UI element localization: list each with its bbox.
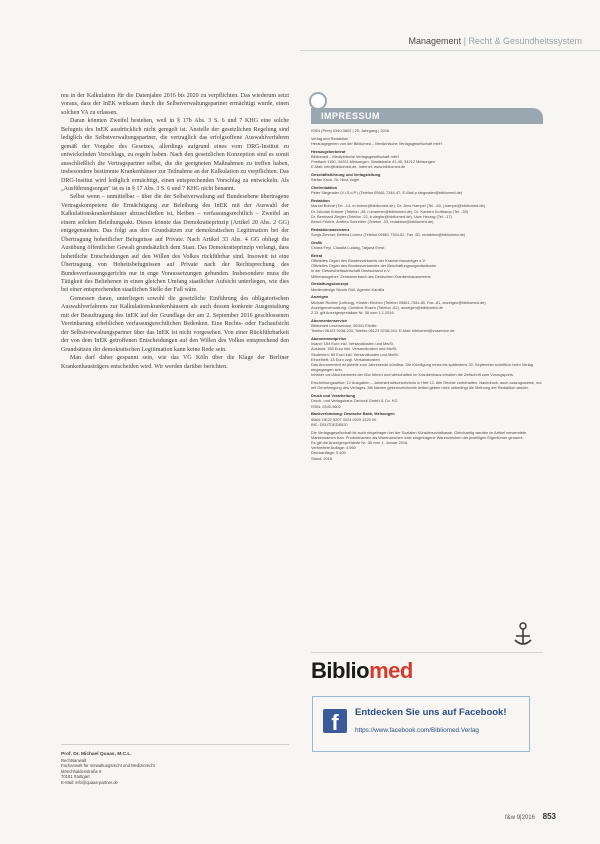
- imprint-block-heading: Anzeigen: [311, 294, 329, 300]
- author-line: Fachanwalt für Verwaltungsrecht und Medizinrecht: [61, 763, 155, 769]
- imprint-block-heading: Druck und Verarbeitung: [311, 393, 356, 399]
- imprint-line: Anzeigenverwaltung: Christine Rosen (Telefon -82), anzeigen@bibliomed.de: [311, 304, 443, 310]
- imprint-line: Einzelheft: 13 Euro zzgl. Versandkosten: [311, 356, 380, 362]
- imprint-block: [311, 380, 543, 390]
- imprint-block-heading: Redaktionsassistenz: [311, 226, 350, 232]
- author-line: 70191 Stuttgart: [61, 774, 90, 780]
- divider: [61, 744, 289, 745]
- imprint-line: Stefan Koch, Dr. Nina Vogel: [311, 177, 360, 183]
- imprint-line: Marcel Bohne (Tel. -14, m.bohne@bibliomed.de), Dr. Jens Hampel (Tel. -63, j.hampel@bibliomed.de): [311, 203, 485, 209]
- publisher-emblem-icon: [510, 620, 536, 648]
- imprint-line: ISSN: 0340-3602: [311, 403, 341, 409]
- imprint-line: Chiara Feyl, Claudia Ludwig, Tatjana Ernst: [311, 245, 385, 251]
- imprint-block: [311, 318, 543, 334]
- imprint-line: Postfach 1150, 34201 Melsungen, Stadtstraße 41-45, 34212 Melsungen: [311, 159, 436, 165]
- imprint-block-heading: Chefredaktion: [311, 185, 338, 191]
- facebook-icon: f: [323, 709, 347, 733]
- section-subtitle: Recht & Gesundheitssystem: [468, 36, 582, 46]
- imprint-block: [311, 149, 543, 170]
- imprint-block-heading: Herausgeberbeirat: [311, 148, 346, 154]
- imprint-block: [311, 240, 543, 250]
- imprint-line: Studenten: 66 Euro inkl. Versandkosten und MwSt.: [311, 351, 399, 357]
- imprint-title: IMPRESSUM: [321, 111, 381, 121]
- imprint-line: Das Abonnement ist jeweils zum Jahresende kündbar. Die Kündigung muss bis spätestens 30. September schriftlich beim Verlag eingegangen sein.: [311, 362, 533, 373]
- article-paragraph: Gemessen daran, unterliegen sowohl die gesetzliche Einführung des obligatorischen Auswahlverfahrens zur Kalkulationskrankenhäusern als auch dessen konkrete Ausgestaltung mit der Beauftragung des InEK auf der Grundlage der am 2. September 2016 geschlossenen Vereinbarung erheblichen verfassungsrechtlichen Bedenken. Eine Rechts- oder Fachaufsicht der Selbstverwaltungspartner über das InEK ist nicht vorgesehen. Von einer Rückführbarkeit der von dem InEK getroffenen Entscheidungen auf den Willen des Volkes entsprechend den Grundsätzen der demokratischen Legitimation kann keine Rede sein.: [61, 295, 289, 353]
- imprint-line: Peter Stegmaier (V.i.S.d.P.) (Telefon 05661 7344-47, E-Mail p.stegmaier@bibliomed.de): [311, 190, 463, 196]
- section-title: Management: [408, 36, 462, 46]
- author-line: Mönchhaldenstraße 8: [61, 768, 102, 774]
- page-header: [300, 36, 600, 51]
- imprint-block: [311, 227, 543, 237]
- imprint-line: IBAN: DE22 5207 0024 0029 1520 00: [311, 416, 377, 422]
- article-paragraph: reu in der Kalkulation für die Datenjahre 2016 bis 2020 zu verpflichten. Das wiederum setzt voraus, dass der InEK wirksam durch die Selbstverwaltungspartner ermächtigt wurde, einen solchen VA zu erlassen.: [61, 93, 289, 116]
- imprint-block-heading: Grafik: [311, 239, 323, 245]
- imprint-block: [311, 172, 543, 182]
- divider: [311, 652, 543, 653]
- imprint-block: [311, 136, 543, 146]
- imprint-line: Die Verlagsgesellschaft ist auch eingetragen bei der Sozialen Künstlersozialkasse. Gleichzeitig werden im Artikel verwendete Markennamen bzw. Produktnamen als Warenzeichen oder eingetragene Warenzeichen der jeweiligen Eigentümer genannt.: [311, 429, 527, 440]
- page-number: 853: [542, 812, 556, 821]
- imprint-line: Es gilt die Anzeigenpreisliste Nr. 38 vom 1. Januar 2016.: [311, 440, 409, 446]
- imprint-line: Michael Richter (Leitung), Kirsten Kirchen (Telefon 05661 7344-80, Fax -81, anzeigen@bibliomed.de): [311, 299, 486, 305]
- imprint-block: [311, 336, 543, 378]
- imprint-block-heading: Abonnentenservice: [311, 317, 348, 323]
- imprint-line: Stand: 2016: [311, 455, 332, 461]
- imprint-block: [311, 411, 543, 427]
- article-paragraph: Man darf daher gespannt sein, wie das VG Köln über die Klage der Berliner Krankenhausträgers entscheiden wird. Wir werden darüber berichten.: [61, 355, 289, 370]
- imprint-line: BIC: DEUTDEDB520: [311, 421, 348, 427]
- author-box: [61, 752, 241, 786]
- imprint-line: Bernd Frölich, Andrea Schreiber (Telefon -33, redaktion@bibliomed.de): [311, 219, 434, 225]
- imprint-block: [311, 198, 543, 224]
- logo-part-2: med: [369, 658, 413, 683]
- imprint-line: Inhaber von Abonnements der f&w führen und wirtschaften im Krankenhaus erhalten die Zeitschrift zum Vorzugspreis.: [311, 372, 514, 378]
- author-name: Prof. Dr. Michael Quaas, M.C.L.: [61, 752, 132, 757]
- article-paragraph: Selbst wenn – unmittelbar – über die der Selbstverwaltung auf Bundesebene übertragene Vertragskompetenz die Ermächtigung zur Beleihung des InEK mit der Auswahl der Kalkulationskrankenhäuser abzuschließen ist, bleiben – verfassungsrechtlich – Zweifel an einem solchen Beleihungsakt. Dieses könnte das Demokratieprinzip (Artikel 20 Abs. 2 GG) entgegenstehen. Das folgt aus den Grundsätzen zur demokratischen Legitimation bei der Übertragung hoheitlicher Befugnisse auf Private. Nach Artikel 33 Abs. 4 GG obliegt die Ausübung öffentlicher Gewalt grundsätzlich dem Staat. Das Demokratieprinzip verlangt, dass hoheitliche Entscheidungen auf den Willen des Volkes rückführbar sind. Insoweit ist eine Übertragung von Hoheitsbefugnissen auf Private nach der Rechtsprechung des Bundesverfassungsgerichts nur in enge Voraussetzungen gebunden. Insbesondere muss die Tätigkeit des Beliehenen in einen gleichen Umfang staatlicher Aufsicht unterliegen, wie dies bei einer entsprechenden staatlichen Stelle der Fall wäre.: [61, 194, 289, 294]
- imprint-body: [311, 128, 543, 652]
- article-paragraph: Daran könnten Zweifel bestehen, weil in § 17b Abs. 3 S. 6 und 7 KHG eine solche Befugnis des InEK ausdrücklich nicht geregelt ist. Anstelle der gesetzlichen Regelung sind lediglich die Selbstverwaltungspartner, die vertraglich das erfolgsoffene Auswahlverfahren gemäß der Vorgabe des Gesetzes, allerdings aufgrund eines vom DRG-Institut zu entwickelnden Vorschlags, zu regeln haben. Nach den gesetzlichen Konzeption sind es somit ausschließlich die Vertragspartner selbst, die die geeigneten Maßnahmen zu treffen haben, insbesondere bestimmte Krankenhäuser zur Teilnahme an der Kalkulation zu verpflichten. Das DRG-Institut wird lediglich ermächtigt, einen entsprechenden Vorschlag zu entwickeln. Als „Ausführungsorgan" ist es in § 17 Abs. 3 S. 6 und 7 KHG nicht benannt.: [61, 118, 289, 192]
- bibliomed-logo[interactable]: [311, 658, 413, 684]
- imprint-block-heading: Beirat: [311, 252, 323, 258]
- imprint-block-heading: Geschäftsführung und Verlagsleitung: [311, 172, 381, 178]
- author-email[interactable]: E-Mail: info@quaas-partner.de: [61, 779, 118, 785]
- imprint-tab: [311, 108, 543, 124]
- imprint-block: [311, 185, 543, 195]
- imprint-line: Offizielles Organ des Bundesverbands der Krankenhausträger e.V.: [311, 258, 426, 264]
- facebook-link[interactable]: https://www.facebook.com/Bibliomed.Verlag: [355, 727, 479, 734]
- facebook-promo[interactable]: [312, 696, 530, 752]
- imprint-line: Erscheinungsweise: 12 Ausgaben – Jahresinhaltsverzeichnis in Heft 12. Alle Rechte vorbehalten. Nachdruck, auch auszugsweise, nur mit Genehmigung des Verlages. Mit Namen gekennzeichnete Artikel geben nicht unbedingt die Meinung der Redaktion wieder.: [311, 380, 542, 391]
- imprint-line: Druck- und Verlagshaus Zarbock GmbH & Co. KG: [311, 398, 398, 404]
- imprint-block-heading: Gestaltungskonzept: [311, 281, 349, 287]
- imprint-line: ISSN (Print) 0340-3602 | 25. Jahrgang | 2016: [311, 128, 390, 133]
- imprint-line: Mediendesign Nicole Roll, Agentur Kamilla: [311, 286, 385, 292]
- imprint-block: [311, 281, 543, 291]
- imprint-line: Dr. Bernhard Ziegler (Telefon -22, b.ziegler@bibliomed.de), Uwe Herzog (Tel. -17): [311, 213, 452, 219]
- imprint-block: [311, 393, 543, 409]
- imprint-block: [311, 128, 543, 133]
- imprint-block-heading: Abonnementpreise: [311, 336, 347, 342]
- imprint-block-heading: Redaktion: [311, 198, 330, 204]
- imprint-line: Verlag und Redaktion: [311, 135, 349, 141]
- imprint-line: Inland: 154 Euro inkl. Versandkosten und MwSt.: [311, 341, 394, 347]
- imprint-line: E-Mail: info@bibliomed.de, Internet: www.bibliomed.de: [311, 164, 406, 170]
- imprint-line: in der Gesundheitswirtschaft Deutschland e.V.: [311, 268, 391, 274]
- imprint-line: Ausland: 158 Euro inkl. Versandkosten und MwSt.: [311, 346, 398, 352]
- imprint-line: Bibliomed Leserservice, 65341 Eltville: [311, 323, 377, 329]
- imprint-block: [311, 253, 543, 279]
- imprint-block: [311, 294, 543, 315]
- article-body: [61, 92, 289, 371]
- imprint-line: Druckauflage: 5.400: [311, 450, 346, 456]
- imprint-line: Offizielles Organ des Bundesverbandes der Beschaffungsorganisationen: [311, 263, 437, 269]
- imprint-line: Sonja Zimmer, Bettina Lorenz (Telefon 05661 7344-52, Fax -50, redaktion@bibliomed.de): [311, 232, 466, 238]
- imprint-line: Mitherausgeber: Zentralverband des Deutschen Krankenhauswesens: [311, 273, 431, 279]
- imprint-line: Dr. Nicolas Krämer (Telefon -45, n.kraemer@bibliomed.de), Dr. Karsten Kortkamp (Tel. -35): [311, 208, 469, 214]
- section-label: Management | Recht & Gesundheitssystem: [408, 36, 582, 46]
- imprint-line: Verbreitete Auflage: 4.960: [311, 445, 356, 451]
- imprint-block: [311, 430, 543, 461]
- facebook-headline: Entdecken Sie uns auf Facebook!: [355, 707, 507, 718]
- imprint-line: Telefon 06123 9238-203, Telefax 06123 9238-244, E-Mail: bibliomed@vuservice.de: [311, 328, 455, 334]
- imprint-line: Bibliomed – Medizinische Verlagsgesellschaft mbH: [311, 154, 399, 159]
- logo-part-1: Biblio: [311, 658, 370, 683]
- imprint-block-heading: Bankverbindung: Deutsche Bank, Melsungen: [311, 411, 395, 417]
- page-footer: [505, 812, 556, 821]
- magazine-issue: f&w 9|2016: [505, 815, 535, 821]
- author-line: Rechtsanwalt: [61, 757, 87, 763]
- imprint-line: Herausgegeben von der Bibliomed – Medizinische Verlagsgesellschaft mbH: [311, 141, 442, 146]
- imprint-line: Z.Zt. gilt Anzeigenpreisliste Nr. 38 vom 1.1.2016: [311, 310, 394, 316]
